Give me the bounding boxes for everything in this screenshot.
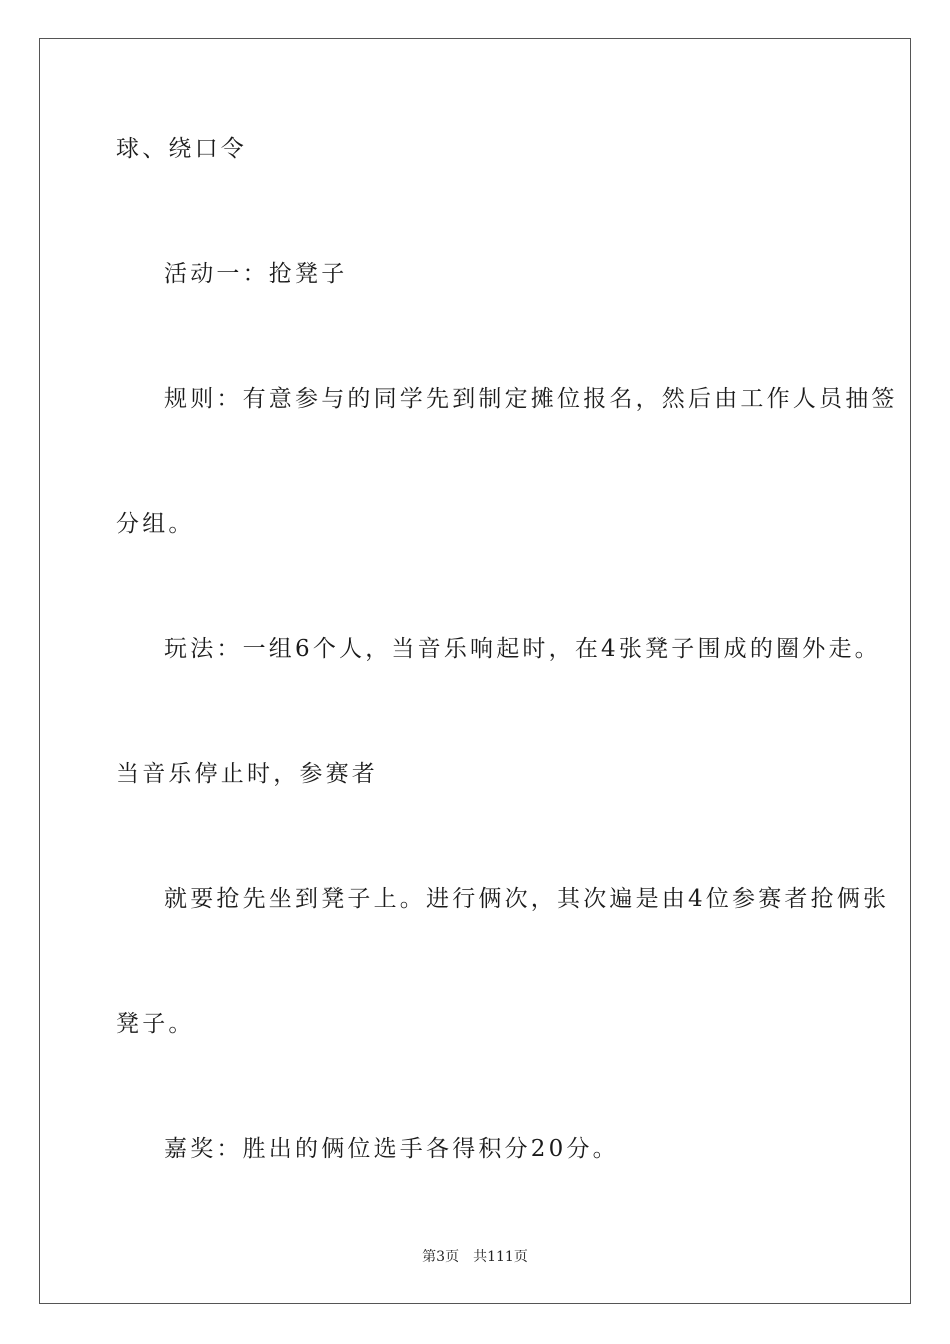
page-footer [0, 1248, 950, 1266]
text-line-5: 玩法：一组6个人，当音乐响起时，在4张凳子围成的圈外走。 [164, 636, 881, 662]
text-line-6: 当音乐停止时，参赛者 [116, 761, 378, 787]
page-number: 第3页 [422, 1249, 460, 1265]
text-line-9: 嘉奖：胜出的俩位选手各得积分20分。 [164, 1136, 619, 1162]
text-line-3: 规则：有意参与的同学先到制定摊位报名，然后由工作人员抽签 [164, 386, 898, 412]
page-border [39, 38, 911, 1304]
text-line-7: 就要抢先坐到凳子上。进行俩次，其次遍是由4位参赛者抢俩张 [164, 886, 890, 912]
text-line-4: 分组。 [116, 511, 195, 537]
text-line-2: 活动一：抢凳子 [164, 261, 348, 287]
page-total: 共111页 [473, 1249, 528, 1265]
text-line-8: 凳子。 [116, 1011, 195, 1037]
text-line-1: 球、绕口令 [116, 136, 247, 162]
